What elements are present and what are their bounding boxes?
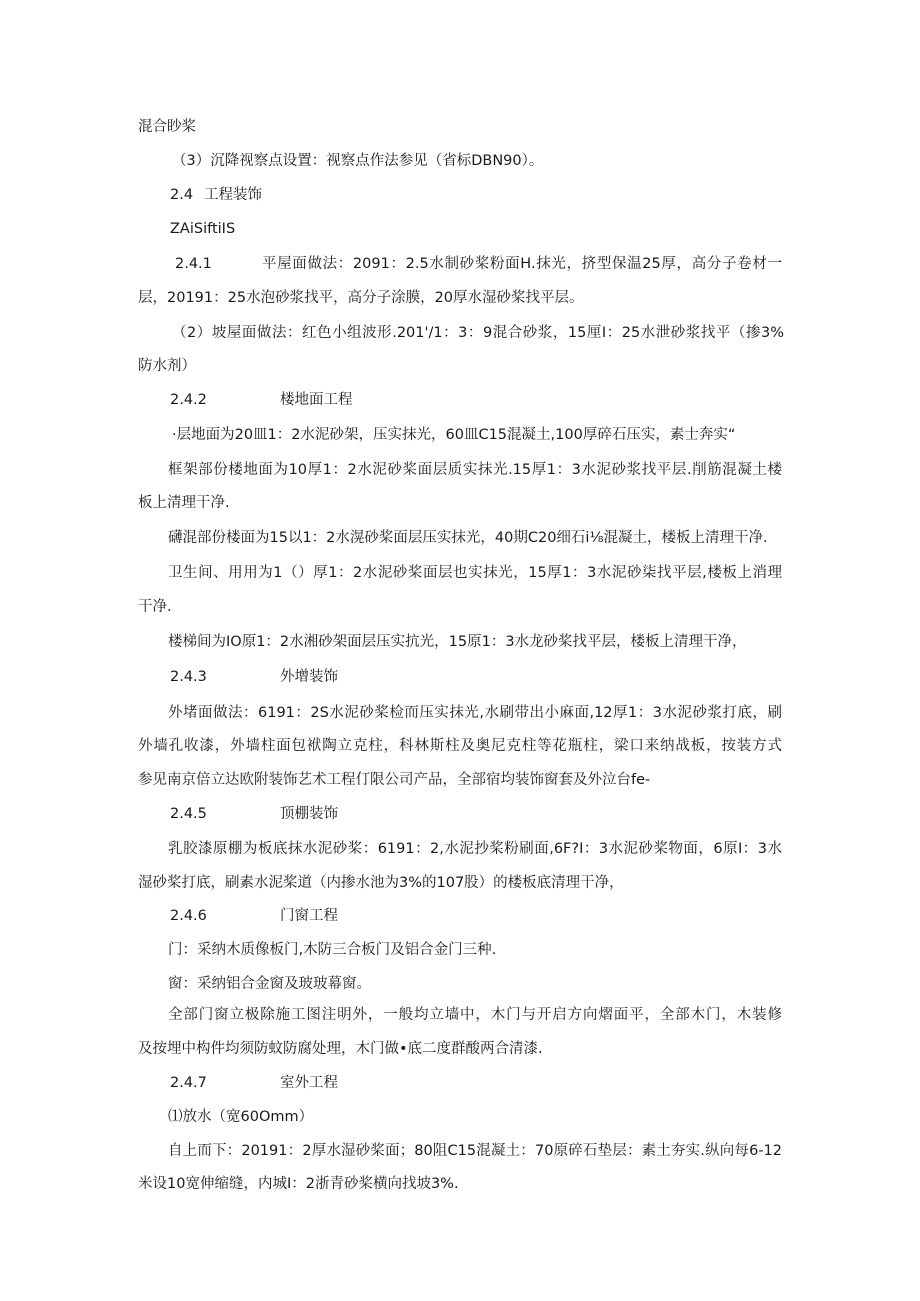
section-title: 室外工程 bbox=[280, 1075, 338, 1091]
section-number: 2.4.6 bbox=[170, 908, 207, 924]
paragraph-line: 框架部份楼地面为10厚1：2水泥砂桨面层质实抹光.15厚1：3水泥砂浆找平层.削筋混凝土楼 bbox=[168, 462, 782, 478]
paragraph-line: 外墙孔收漆，外墙柱面包袱陶立克柱，科林斯柱及奥尼克柱等花瓶柱，梁口来纳战板，按装方式 bbox=[138, 738, 782, 754]
section-title: 楼地面工程 bbox=[280, 392, 353, 408]
section-number: 2.4.7 bbox=[170, 1075, 207, 1091]
paragraph-line: 平屋面做法：2091：2.5水制砂桨粉面H.抹光，挤型保温25厚，高分子卷材一 bbox=[262, 256, 782, 272]
paragraph-line: 米设10宽伸缩缝，内城I：2浙青砂桨横向找坡3%. bbox=[138, 1176, 459, 1192]
paragraph-line: 外堵面做法：6191：2S水泥砂桨检而压实抹光,水刷带出小麻面,12厚1：3水泥砂浆打底，刷 bbox=[168, 705, 782, 721]
paragraph-line: 自上而下：20191：2厚水湿砂桨面；80阻C15混凝土：70原碎石垫层：素土夯实.纵向每6-12 bbox=[168, 1143, 782, 1159]
paragraph-line: （2）坡屋面做法：红色小组波形.201'/1：3：9混合砂浆，15厘I：25水泄砂浆找平（掺3% bbox=[172, 325, 784, 341]
section-number: 2.4.2 bbox=[170, 392, 207, 408]
paragraph-line: ⑴放水（宽60Omm） bbox=[168, 1109, 314, 1125]
paragraph-line: 防水剂） bbox=[138, 358, 196, 374]
paragraph-line: 乳胶漆原棚为板底抹水泥砂桨：6191：2,水泥抄桨粉刷面,6F?I：3水泥砂桨物面，6原I：3水 bbox=[168, 841, 782, 857]
section-number: 2.4 bbox=[170, 187, 194, 203]
section-title: 外增装饰 bbox=[280, 669, 338, 685]
section-title: 门窗工程 bbox=[280, 908, 338, 924]
paragraph-line: 全部门窗立极除施工图注明外，一般均立墙中，木门与开启方向熠面平，全部木门，木装修 bbox=[168, 1007, 782, 1023]
section-number: 2.4.1 bbox=[175, 256, 212, 272]
paragraph-line: 湿砂桨打底，刷素水泥桨道（内掺水池为3%的107股）的楼板底清理干净， bbox=[138, 875, 624, 891]
paragraph-line: 板上清理干净. bbox=[138, 495, 230, 511]
paragraph-line: ·层地面为20皿1：2水泥砂架，压实抹光，60皿C15混凝土,100厚碎石压实，素士奔实“ bbox=[172, 427, 736, 443]
section-number: 2.4.5 bbox=[170, 806, 207, 822]
paragraph-line: 门：采纳木质像板门,木防三合板门及铝合金门三种. bbox=[168, 942, 497, 958]
paragraph-line: 参见南京倍立达欧附装饰艺术工程仃限公司产品，全部宿均装饰窗套及外泣台fe- bbox=[138, 772, 651, 788]
paragraph-line: 干净. bbox=[138, 599, 172, 615]
paragraph-line: 层，20191：25水泡砂浆找平，高分子涂膜，20厚水湿砂桨找平层。 bbox=[138, 290, 584, 306]
paragraph-line: 窗：采纳铝合金窗及玻玻幕窗。 bbox=[168, 976, 371, 992]
paragraph-line: 卫生间、用用为1（）厚1：2水泥砂桨面层也实抹光，15厚1：3水泥砂柒找平层,楼板上消理 bbox=[168, 565, 782, 581]
paragraph-line: 楼梯间为IO原1：2水湘砂架面层压实抗光，15原1：3水龙砂桨找平层，楼板上清理干净， bbox=[168, 634, 747, 650]
paragraph-line: （3）沉降视察点设置：视察点作法参见（省标DBN90）。 bbox=[172, 153, 544, 169]
section-title: 顶棚装饰 bbox=[280, 806, 338, 822]
paragraph-line: 混合眇桨 bbox=[138, 119, 196, 135]
paragraph-line: 及按埋中构件均须防蚊防腐处理，木门做•底二度群酸两合清漆. bbox=[138, 1041, 543, 1057]
paragraph-line: ZAiSiftiIS bbox=[170, 221, 236, 237]
paragraph-line: 礴混部份楼面为15以1：2水滉砂桨面层压实抹光，40期C20细石i⅛混凝土，楼板上清理干净. bbox=[168, 530, 768, 546]
section-title: 工程装饰 bbox=[204, 187, 262, 203]
section-number: 2.4.3 bbox=[170, 669, 207, 685]
